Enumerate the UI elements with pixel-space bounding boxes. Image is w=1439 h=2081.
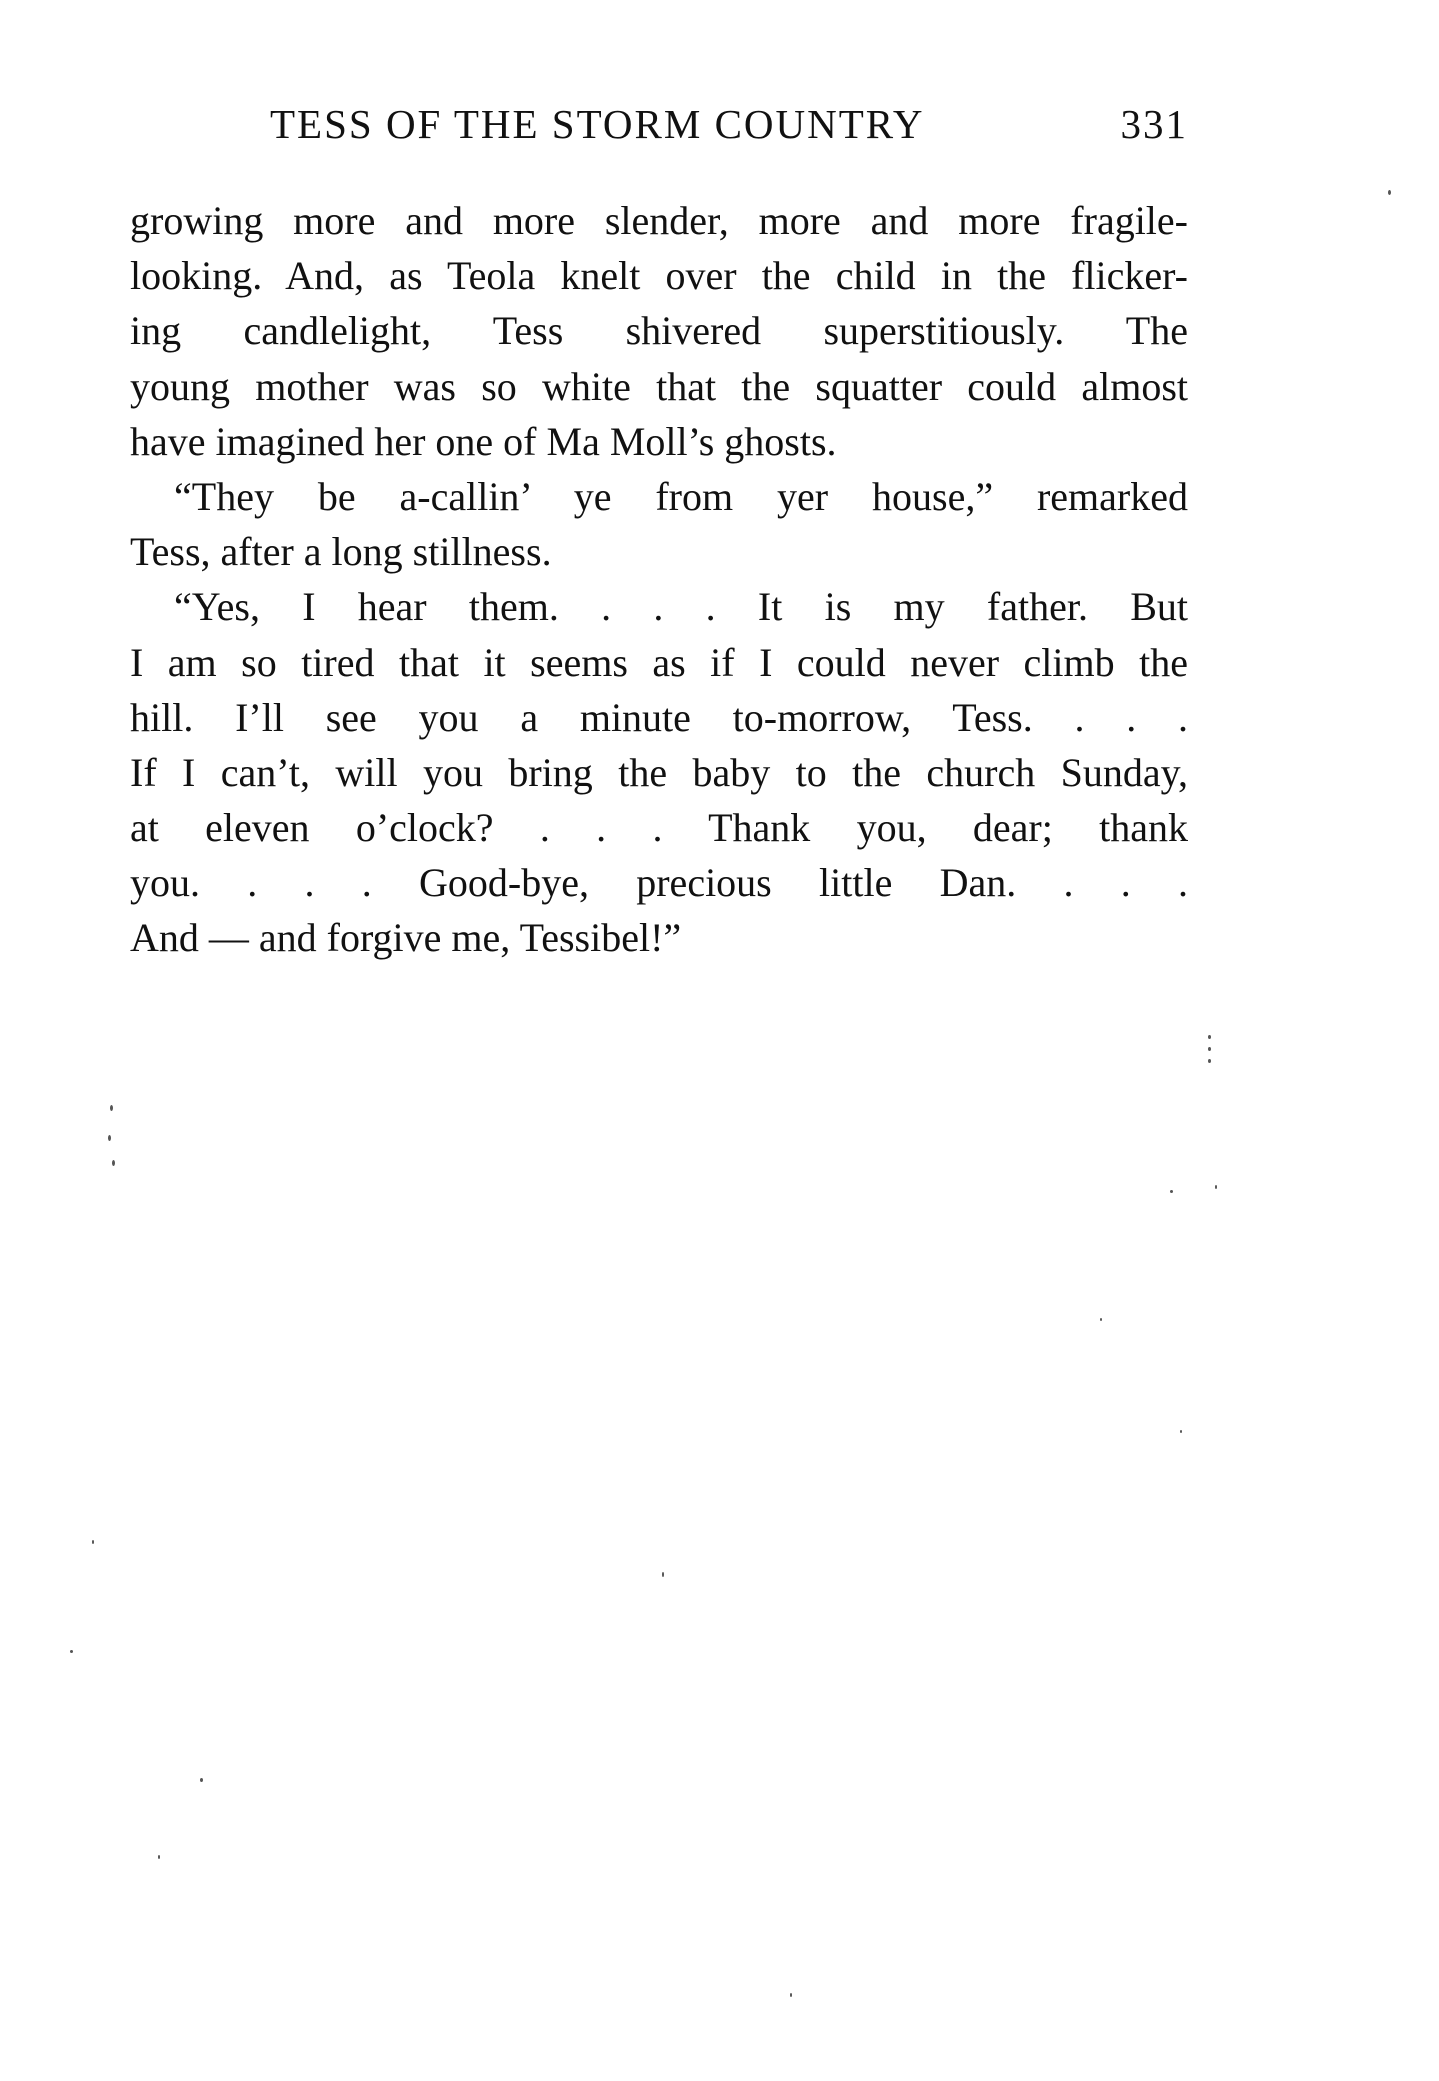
text-line: at eleven o’clock? . . . Thank you, dear; thank [130, 805, 1188, 851]
text-line: “They be a-callin’ ye from yer house,” remarked [174, 473, 1188, 519]
scan-speck [1100, 1318, 1102, 1321]
text-line: you. . . . Good-bye, precious little Dan. . . . [130, 860, 1188, 906]
scan-speck [110, 1105, 113, 1111]
text-line: growing more and more slender, more and more fragile- [130, 198, 1188, 243]
scan-speck [112, 1160, 115, 1166]
text-line: I am so tired that it seems as if I could never climb the [130, 639, 1188, 685]
scan-speck [70, 1650, 73, 1653]
scan-speck [662, 1572, 664, 1577]
text-line: And — and forgive me, Tessibel!” [130, 915, 682, 961]
text-line: have imagined her one of Ma Moll’s ghosts. [130, 418, 837, 464]
scan-speck [108, 1135, 111, 1141]
text-line: “Yes, I hear them. . . . It is my father. But [174, 584, 1188, 630]
scan-speck [1388, 190, 1391, 195]
text-line: ing candlelight, Tess shivered superstitiously. The [130, 308, 1188, 354]
text-line: Tess, after a long stillness. [130, 529, 552, 575]
scan-speck [1170, 1190, 1173, 1193]
running-head [130, 100, 1188, 152]
page-number: 331 [1120, 101, 1188, 147]
text-line: hill. I’ll see you a minute to-morrow, Tess. . . . [130, 694, 1188, 740]
scan-speck [1208, 1059, 1211, 1063]
text-line: young mother was so white that the squatter could almost [130, 363, 1188, 409]
text-line: looking. And, as Teola knelt over the child in the flicker- [130, 253, 1188, 299]
scan-speck [1215, 1185, 1217, 1189]
scan-speck [158, 1855, 160, 1859]
scan-speck [790, 1993, 792, 1997]
scan-speck [1180, 1430, 1182, 1433]
text-line: If I can’t, will you bring the baby to the church Sunday, [130, 749, 1188, 795]
scan-speck [92, 1540, 94, 1544]
scan-speck [1208, 1047, 1211, 1051]
scan-speck [1208, 1035, 1211, 1039]
body-text [130, 193, 1188, 966]
running-head-title: TESS OF THE STORM COUNTRY [270, 101, 925, 147]
scan-speck [200, 1778, 203, 1782]
